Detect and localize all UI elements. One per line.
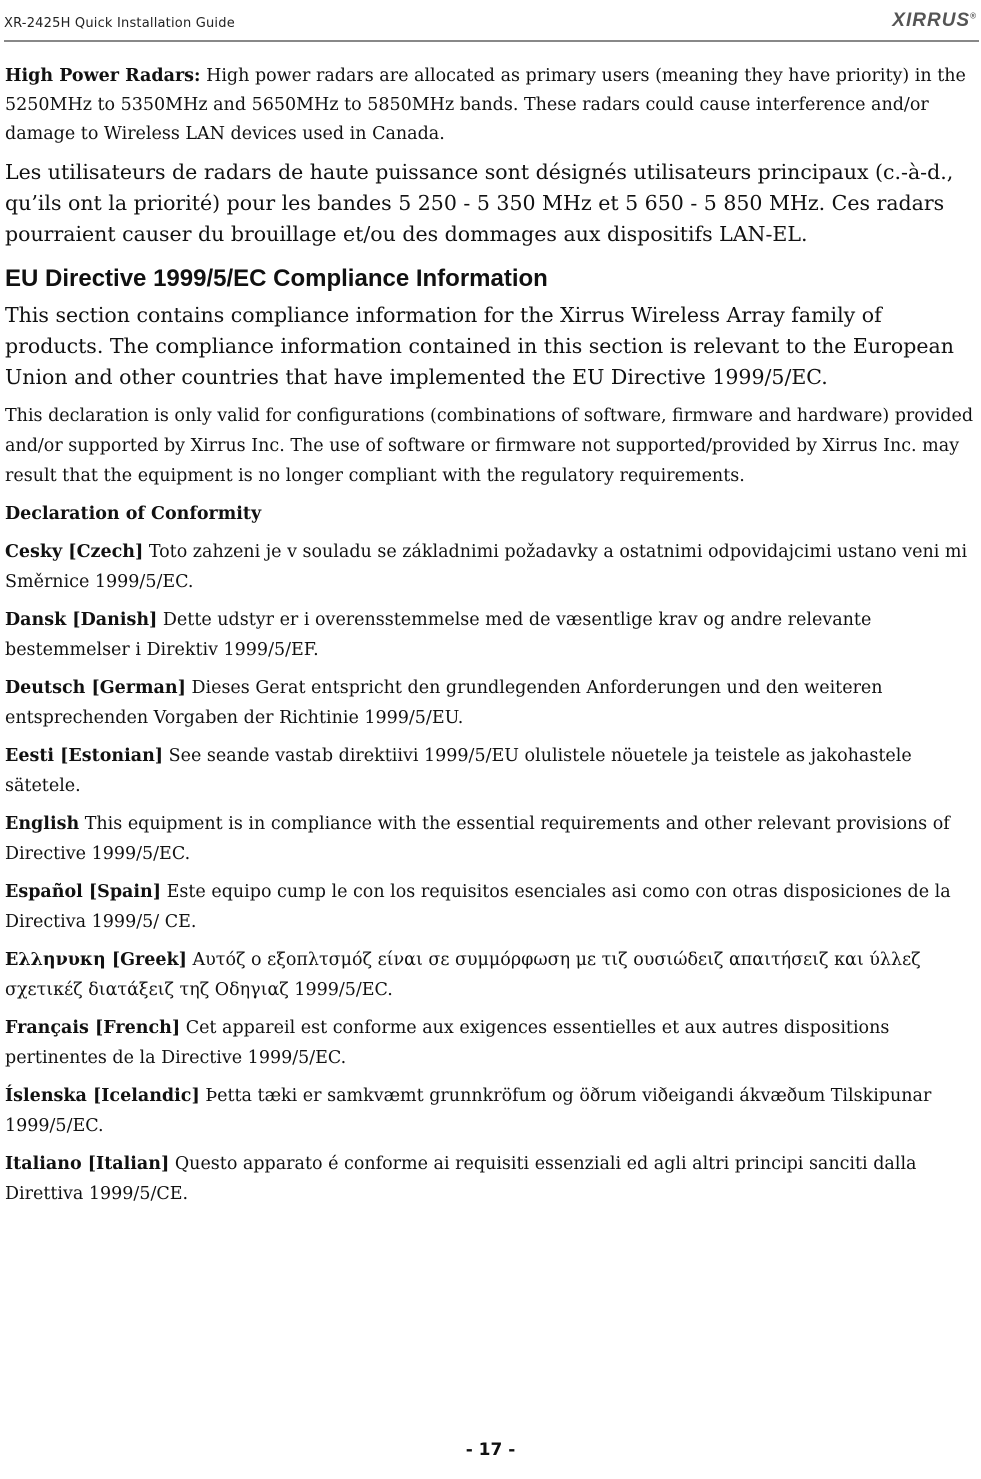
- declaration-spanish: Español [Spain] Este equipo cump le con los requisitos esenciales asi como con otras disposiciones de la Directiva 1999/5/ CE.: [5, 882, 951, 932]
- document-title: XR-2425H Quick Installation Guide: [4, 16, 235, 31]
- french-radar-paragraph: Les utilisateurs de radars de haute puissance sont désignés utilisateurs principaux (c.-à-d., qu’ils ont la priorité) pour les bandes 5 250 - 5 350 MHz et 5 650 - 5 850 MHz. Ces radars pourraient causer du brouillage et/ou des dommages aux dispositifs LAN-EL.: [5, 160, 954, 246]
- declaration-english: English This equipment is in compliance with the essential requirements and other relevant provisions of Directive 1999/5/EC.: [5, 814, 950, 864]
- declaration-italian: Italiano [Italian] Questo apparato é conforme ai requisiti essenziali ed agli altri principi sanciti dalla Direttiva 1999/5/CE.: [5, 1154, 917, 1204]
- declaration-czech: Cesky [Czech] Toto zahzeni je v souladu se základnimi požadavky a ostatnimi odpovidajcimi ustano veni mi Směrnice 1999/5/EC.: [5, 542, 968, 592]
- high-power-label: High Power Radars:: [5, 66, 201, 86]
- declaration-estonian: Eesti [Estonian] See seande vastab direktiivi 1999/5/EU olulistele nöuetele ja teistele as jakohastele sätetele.: [5, 746, 912, 796]
- page-content: [5, 62, 979, 1217]
- declaration-french: Français [French] Cet appareil est conforme aux exigences essentielles et aux autres dispositions pertinentes de la Directive 1999/5/EC.: [5, 1018, 890, 1068]
- page-number: - 17 -: [465, 1440, 516, 1460]
- page-header: [4, 10, 979, 42]
- section-title: EU Directive 1999/5/EC Compliance Information: [5, 265, 548, 292]
- intro-paragraph: This section contains compliance information for the Xirrus Wireless Array family of products. The compliance information contained in this section is relevant to the European Union and other countries that have implemented the EU Directive 1999/5/EC.: [5, 303, 954, 389]
- xirrus-logo: XIRRUS®: [892, 10, 977, 31]
- declaration-danish: Dansk [Danish] Dette udstyr er i overensstemmelse med de væsentlige krav og andre relevante bestemmelser i Direktiv 1999/5/EF.: [5, 610, 872, 660]
- declaration-greek: Ελληνυκη [Greek] Αυτόζ ο εξοπλτσμόζ είναι σε συμμόρφωση με τιζ ουσιώδειζ απαιτήσειζ και ύλλεζ σχετικέζ διατάξειζ τηζ Οδηγιαζ 1999/5/EC.: [5, 950, 921, 1000]
- declaration-german: Deutsch [German] Dieses Gerat entspricht den grundlegenden Anforderungen und den weiteren entsprechenden Vorgaben der Richtinie 1999/5/EU.: [5, 678, 883, 728]
- declaration-note: This declaration is only valid for configurations (combinations of software, firmware and hardware) provided and/or supported by Xirrus Inc. The use of software or firmware not supported/provided by Xirrus Inc. may result that the equipment is no longer compliant with the regulatory requirements.: [5, 406, 974, 486]
- conformity-heading: Declaration of Conformity: [5, 504, 262, 524]
- declaration-icelandic: Íslenska [Icelandic] Þetta tæki er samkvæmt grunnkröfum og öðrum viðeigandi ákvæðum Tilskipunar 1999/5/EC.: [5, 1086, 932, 1136]
- high-power-radars-paragraph: High Power Radars: High power radars are allocated as primary users (meaning they have priority) in the 5250MHz to 5350MHz and 5650MHz to 5850MHz bands. These radars could cause interference and/or damage to Wireless LAN devices used in Canada.: [5, 66, 966, 144]
